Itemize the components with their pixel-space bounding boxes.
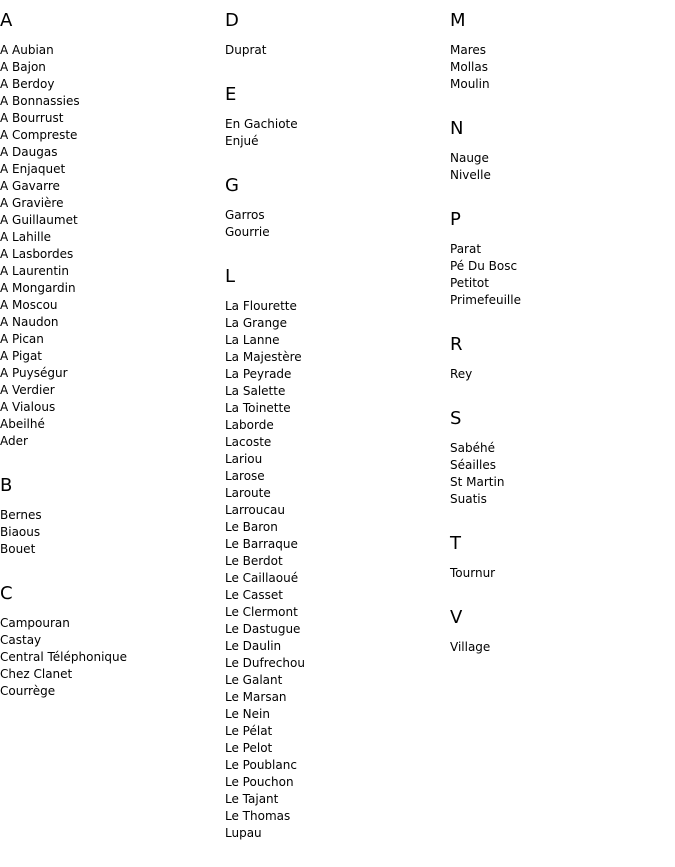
place-link-a-gavarre[interactable]: A Gavarre (0, 179, 60, 193)
place-link-nivelle[interactable]: Nivelle (450, 168, 491, 182)
place-link-a-naudon[interactable]: A Naudon (0, 315, 59, 329)
place-link-laborde[interactable]: Laborde (225, 418, 274, 432)
place-link-a-mongardin[interactable]: A Mongardin (0, 281, 76, 295)
place-link-a-moscou[interactable]: A Moscou (0, 298, 58, 312)
place-link-courrege[interactable]: Courrège (0, 684, 56, 698)
place-name-list (225, 298, 445, 842)
place-name-list (225, 116, 445, 150)
place-link-castay[interactable]: Castay (0, 633, 42, 647)
letter-group-a (0, 10, 220, 450)
place-link-la-peyrade[interactable]: La Peyrade (225, 367, 292, 381)
place-link-la-majestere[interactable]: La Majestère (225, 350, 302, 364)
place-link-le-pouchon[interactable]: Le Pouchon (225, 775, 294, 789)
letter-group-e (225, 84, 445, 150)
letter-heading: E (225, 84, 237, 105)
place-link-le-daulin[interactable]: Le Daulin (225, 639, 282, 653)
place-link-a-lahille[interactable]: A Lahille (0, 230, 52, 244)
place-link-a-verdier[interactable]: A Verdier (0, 383, 55, 397)
place-link-garros[interactable]: Garros (225, 208, 265, 222)
place-link-a-berdoy[interactable]: A Berdoy (0, 77, 55, 91)
place-link-a-puysegur[interactable]: A Puységur (0, 366, 68, 380)
letter-heading: B (0, 475, 13, 496)
place-link-a-vialous[interactable]: A Vialous (0, 400, 56, 414)
place-link-le-berdot[interactable]: Le Berdot (225, 554, 283, 568)
letter-group-d (225, 10, 445, 59)
letter-group-n (450, 118, 670, 184)
place-link-a-pigat[interactable]: A Pigat (0, 349, 43, 363)
place-link-a-lasbordes[interactable]: A Lasbordes (0, 247, 74, 261)
place-link-a-daugas[interactable]: A Daugas (0, 145, 58, 159)
place-link-le-thomas[interactable]: Le Thomas (225, 809, 291, 823)
place-link-parat[interactable]: Parat (450, 242, 482, 256)
place-link-a-pican[interactable]: A Pican (0, 332, 44, 346)
place-link-le-pelot[interactable]: Le Pelot (225, 741, 273, 755)
index-column-1 (0, 10, 220, 725)
place-name-list (450, 241, 670, 309)
place-link-pe-du-bosc[interactable]: Pé Du Bosc (450, 259, 518, 273)
place-link-a-bonnassies[interactable]: A Bonnassies (0, 94, 80, 108)
place-link-le-galant[interactable]: Le Galant (225, 673, 283, 687)
place-link-la-toinette[interactable]: La Toinette (225, 401, 291, 415)
place-link-le-dastugue[interactable]: Le Dastugue (225, 622, 301, 636)
place-link-sabehe[interactable]: Sabéhé (450, 441, 495, 455)
letter-heading: S (450, 408, 462, 429)
place-link-le-nein[interactable]: Le Nein (225, 707, 270, 721)
place-link-a-bourrust[interactable]: A Bourrust (0, 111, 64, 125)
place-link-st-martin[interactable]: St Martin (450, 475, 505, 489)
place-link-mares[interactable]: Mares (450, 43, 487, 57)
place-link-petitot[interactable]: Petitot (450, 276, 489, 290)
place-name-list (225, 42, 445, 59)
place-link-larroucau[interactable]: Larroucau (225, 503, 285, 517)
place-link-gourrie[interactable]: Gourrie (225, 225, 270, 239)
place-link-le-clermont[interactable]: Le Clermont (225, 605, 298, 619)
place-link-a-enjaquet[interactable]: A Enjaquet (0, 162, 66, 176)
place-link-chez-clanet[interactable]: Chez Clanet (0, 667, 73, 681)
letter-heading: G (225, 175, 239, 196)
place-link-a-compreste[interactable]: A Compreste (0, 128, 78, 142)
place-link-le-pelat[interactable]: Le Pélat (225, 724, 273, 738)
place-link-le-marsan[interactable]: Le Marsan (225, 690, 287, 704)
letter-group-b (0, 475, 220, 558)
letter-heading: C (0, 583, 13, 604)
place-link-laroute[interactable]: Laroute (225, 486, 271, 500)
place-link-la-flourette[interactable]: La Flourette (225, 299, 297, 313)
place-link-bernes[interactable]: Bernes (0, 508, 42, 522)
place-link-le-casset[interactable]: Le Casset (225, 588, 283, 602)
place-name-list (0, 615, 220, 700)
place-link-abeilhe[interactable]: Abeilhé (0, 417, 45, 431)
letter-heading: A (0, 10, 13, 31)
place-link-le-baron[interactable]: Le Baron (225, 520, 278, 534)
letter-group-r (450, 334, 670, 383)
place-link-larose[interactable]: Larose (225, 469, 265, 483)
place-link-la-grange[interactable]: La Grange (225, 316, 288, 330)
place-name-list (450, 150, 670, 184)
place-link-campouran[interactable]: Campouran (0, 616, 70, 630)
place-link-suatis[interactable]: Suatis (450, 492, 487, 506)
place-link-en-gachiote[interactable]: En Gachiote (225, 117, 298, 131)
place-link-nauge[interactable]: Nauge (450, 151, 489, 165)
place-link-tournur[interactable]: Tournur (450, 566, 496, 580)
letter-group-l (225, 266, 445, 842)
letter-group-p (450, 209, 670, 309)
letter-heading: R (450, 334, 463, 355)
place-link-biaous[interactable]: Biaous (0, 525, 41, 539)
place-link-bouet[interactable]: Bouet (0, 542, 36, 556)
place-link-la-lanne[interactable]: La Lanne (225, 333, 280, 347)
letter-heading: T (450, 533, 461, 554)
place-name-list (450, 639, 670, 656)
letter-group-t (450, 533, 670, 582)
place-link-le-dufrechou[interactable]: Le Dufrechou (225, 656, 305, 670)
letter-group-v (450, 607, 670, 656)
place-link-ader[interactable]: Ader (0, 434, 28, 448)
place-link-seailles[interactable]: Séailles (450, 458, 496, 472)
place-name-list (225, 207, 445, 241)
place-name-list (0, 507, 220, 558)
place-name-list (450, 565, 670, 582)
place-link-primefeuille[interactable]: Primefeuille (450, 293, 521, 307)
place-link-mollas[interactable]: Mollas (450, 60, 488, 74)
place-link-enjue[interactable]: Enjué (225, 134, 259, 148)
letter-heading: P (450, 209, 461, 230)
place-link-lupau[interactable]: Lupau (225, 826, 262, 840)
letter-group-c (0, 583, 220, 700)
place-link-a-guillaumet[interactable]: A Guillaumet (0, 213, 78, 227)
place-link-central-telephonique[interactable]: Central Téléphonique (0, 650, 128, 664)
place-link-le-barraque[interactable]: Le Barraque (225, 537, 298, 551)
place-link-lariou[interactable]: Lariou (225, 452, 263, 466)
place-link-a-bajon[interactable]: A Bajon (0, 60, 46, 74)
letter-group-m (450, 10, 670, 93)
letter-heading: N (450, 118, 464, 139)
letter-heading: V (450, 607, 463, 628)
place-name-list (450, 366, 670, 383)
letter-heading: M (450, 10, 466, 31)
letter-group-s (450, 408, 670, 508)
letter-heading: D (225, 10, 239, 31)
place-name-list (450, 42, 670, 93)
letter-group-g (225, 175, 445, 241)
place-link-le-tajant[interactable]: Le Tajant (225, 792, 279, 806)
index-column-2 (225, 10, 445, 867)
place-link-duprat[interactable]: Duprat (225, 43, 267, 57)
letter-heading: L (225, 266, 236, 287)
index-column-3 (450, 10, 670, 681)
place-name-list (0, 42, 220, 450)
place-link-a-graviere[interactable]: A Gravière (0, 196, 64, 210)
place-link-lacoste[interactable]: Lacoste (225, 435, 272, 449)
place-link-a-aubian[interactable]: A Aubian (0, 43, 54, 57)
place-link-le-caillaoue[interactable]: Le Caillaoué (225, 571, 299, 585)
place-link-village[interactable]: Village (450, 640, 491, 654)
place-link-rey[interactable]: Rey (450, 367, 473, 381)
place-link-a-laurentin[interactable]: A Laurentin (0, 264, 69, 278)
place-link-le-poublanc[interactable]: Le Poublanc (225, 758, 297, 772)
place-link-moulin[interactable]: Moulin (450, 77, 490, 91)
place-link-la-salette[interactable]: La Salette (225, 384, 286, 398)
place-name-list (450, 440, 670, 508)
